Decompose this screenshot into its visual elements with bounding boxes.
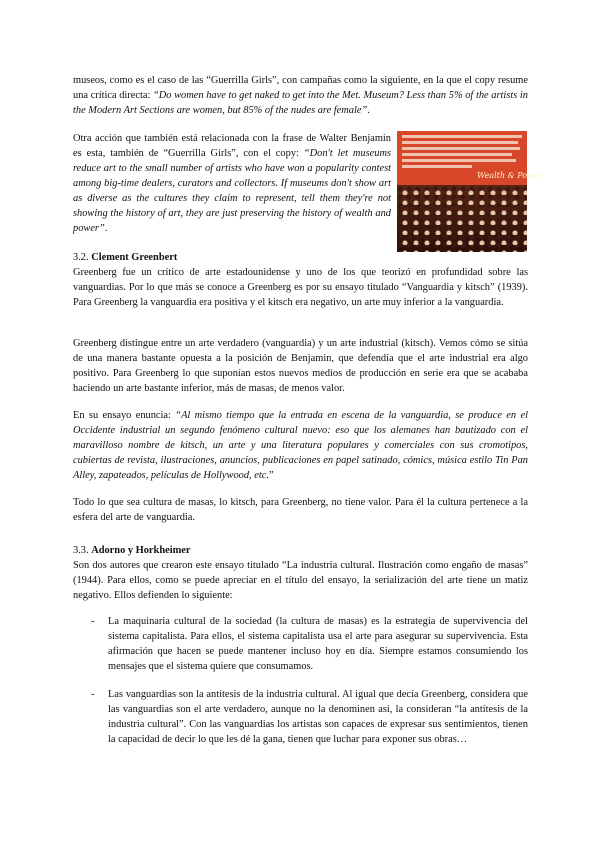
section-heading bbox=[73, 250, 528, 265]
section-3-3 bbox=[73, 543, 528, 603]
section-number: 3.2. bbox=[73, 252, 89, 263]
paragraph-block bbox=[73, 336, 528, 396]
poster-script-caption: Wealth & Power bbox=[477, 171, 543, 180]
quote-guerrilla-met: “Do women have to get naked to get into the Met. Museum? Less than 5% of the artists in the Modern Art Sections are women, but 85% of the nudes are female” bbox=[73, 90, 528, 116]
guerrilla-girls-poster-image bbox=[397, 131, 543, 252]
paragraph: Son dos autores que crearon este ensayo titulado “La industria cultural. Ilustración como engaño de masas” (1944). Para ellos, como se puede apreciar en el título del ensayo, la serialización del arte tiene un matiz negativo. Ellos defienden lo siguiente: bbox=[73, 560, 528, 601]
list-item bbox=[73, 614, 528, 674]
poster-text-line bbox=[402, 141, 518, 144]
paragraph-block bbox=[73, 408, 528, 483]
poster-text-line bbox=[402, 153, 512, 156]
bullet-list-block bbox=[73, 614, 528, 674]
poster-text-line bbox=[402, 135, 522, 138]
bullet-list-block bbox=[73, 687, 528, 747]
section-heading bbox=[73, 543, 528, 558]
punct: . bbox=[367, 105, 370, 116]
punct: ” bbox=[268, 470, 274, 481]
poster-text-line bbox=[402, 165, 472, 168]
paragraph: Todo lo que sea cultura de masas, lo kitsch, para Greenberg, no tiene valor. Para él la cultura pertenece a la esfera del arte de vanguardia. bbox=[73, 497, 528, 523]
poster-crowd-photo bbox=[397, 185, 527, 252]
poster-text-line bbox=[402, 159, 516, 162]
punct: . bbox=[104, 223, 108, 234]
paragraph: Greenberg fue un crítico de arte estadounidense y uno de los que teorizó en profundidad sobre las vanguardias. Por lo que más se conoce a Greenberg es por su ensayo titulado “Vanguardia y kitsch” (1939). Para Greenberg la vanguardia era positiva y el kitsch era negativo, un arte muy inferior a la vanguardia. bbox=[73, 267, 528, 308]
bullet-dash: - bbox=[91, 689, 95, 700]
bullet-list bbox=[73, 687, 528, 747]
list-item-text: Las vanguardias son la antítesis de la industria cultural. Al igual que decía Greenberg, considera que las vanguardias son el arte verdadero, aunque no la denominen así, la consideran “la antítesis de la industria cultural”. Con las vanguardias los artistas son capaces de expresar sus sentimientos, tienen la capacidad de decir lo que les dé la gana, tienen que luchar para exponer sus obras… bbox=[108, 689, 528, 745]
quote-guerrilla-wealth: “Don't let museums reduce art to the small number of artists who have won a popularity contest among big-time dealers, curators and collectors. If museums don't show art as diverse as the cultures they claim to represent, tell them they're not showing the history of art, they are just preserving the history of wealth and power” bbox=[73, 148, 391, 234]
paragraph-guerrilla-intro bbox=[73, 73, 528, 118]
bullet-list bbox=[73, 614, 528, 674]
section-number: 3.3. bbox=[73, 545, 89, 556]
quote-greenberg-kitsch: “Al mismo tiempo que la entrada en escena de la vanguardia, se produce en el Occidente industrial un segundo fenómeno cultural nuevo: eso que los alemanes han bautizado con el maravilloso nombre de kitsch, un arte y una literatura populares y comerciales con sus cromotipos, cubiertas de revista, ilustraciones, anuncios, publicaciones en papel satinado, cómics, música estilo Tin Pan Alley, zapateados, películas de Hollywood, etc. bbox=[73, 410, 528, 481]
section-3-2 bbox=[73, 250, 528, 310]
paragraph-text: Otra acción que también está relacionada con la frase de Walter Benjamin es esta, también de “Guerrilla Girls”, con el copy: bbox=[73, 133, 391, 159]
section-title: Clement Greenbert bbox=[91, 252, 178, 263]
paragraph: Greenberg distingue entre un arte verdadero (vanguardia) y un arte industrial (kitsch). Vemos cómo se sitúa de una manera bastante opuesta a la posición de Benjamin, que defendía que el arte industrial era algo positivo. Para Greenberg lo que suponían estos nuevos medios de producción en serie era que se acababa haciendo un arte bastante inferior, más de masas, de menos valor. bbox=[73, 338, 528, 394]
paragraph-guerrilla-museums bbox=[73, 131, 391, 236]
list-item-text: La maquinaria cultural de la sociedad (la cultura de masas) es la estrategia de supervivencia del sistema capitalista. Para ellos, el sistema capitalista usa el arte para asegurar su supervivencia. Esta afirmación que hacen se puede mantener incluso hoy en día. Siempre estamos consumiendo los mensajes que el sistema quiere que consumamos. bbox=[108, 616, 528, 672]
paragraph-block bbox=[73, 495, 528, 525]
paragraph-text: En su ensayo enuncia: bbox=[73, 410, 176, 421]
list-item bbox=[73, 687, 528, 747]
section-title: Adorno y Horkheimer bbox=[91, 545, 191, 556]
paragraph-text: museos, como es el caso de las “Guerrilla Girls”, con campañas como la siguiente, en la que el copy resume una crítica directa: bbox=[73, 75, 528, 101]
poster-text-line bbox=[402, 147, 520, 150]
bullet-dash: - bbox=[91, 616, 95, 627]
paragraph bbox=[73, 408, 528, 483]
